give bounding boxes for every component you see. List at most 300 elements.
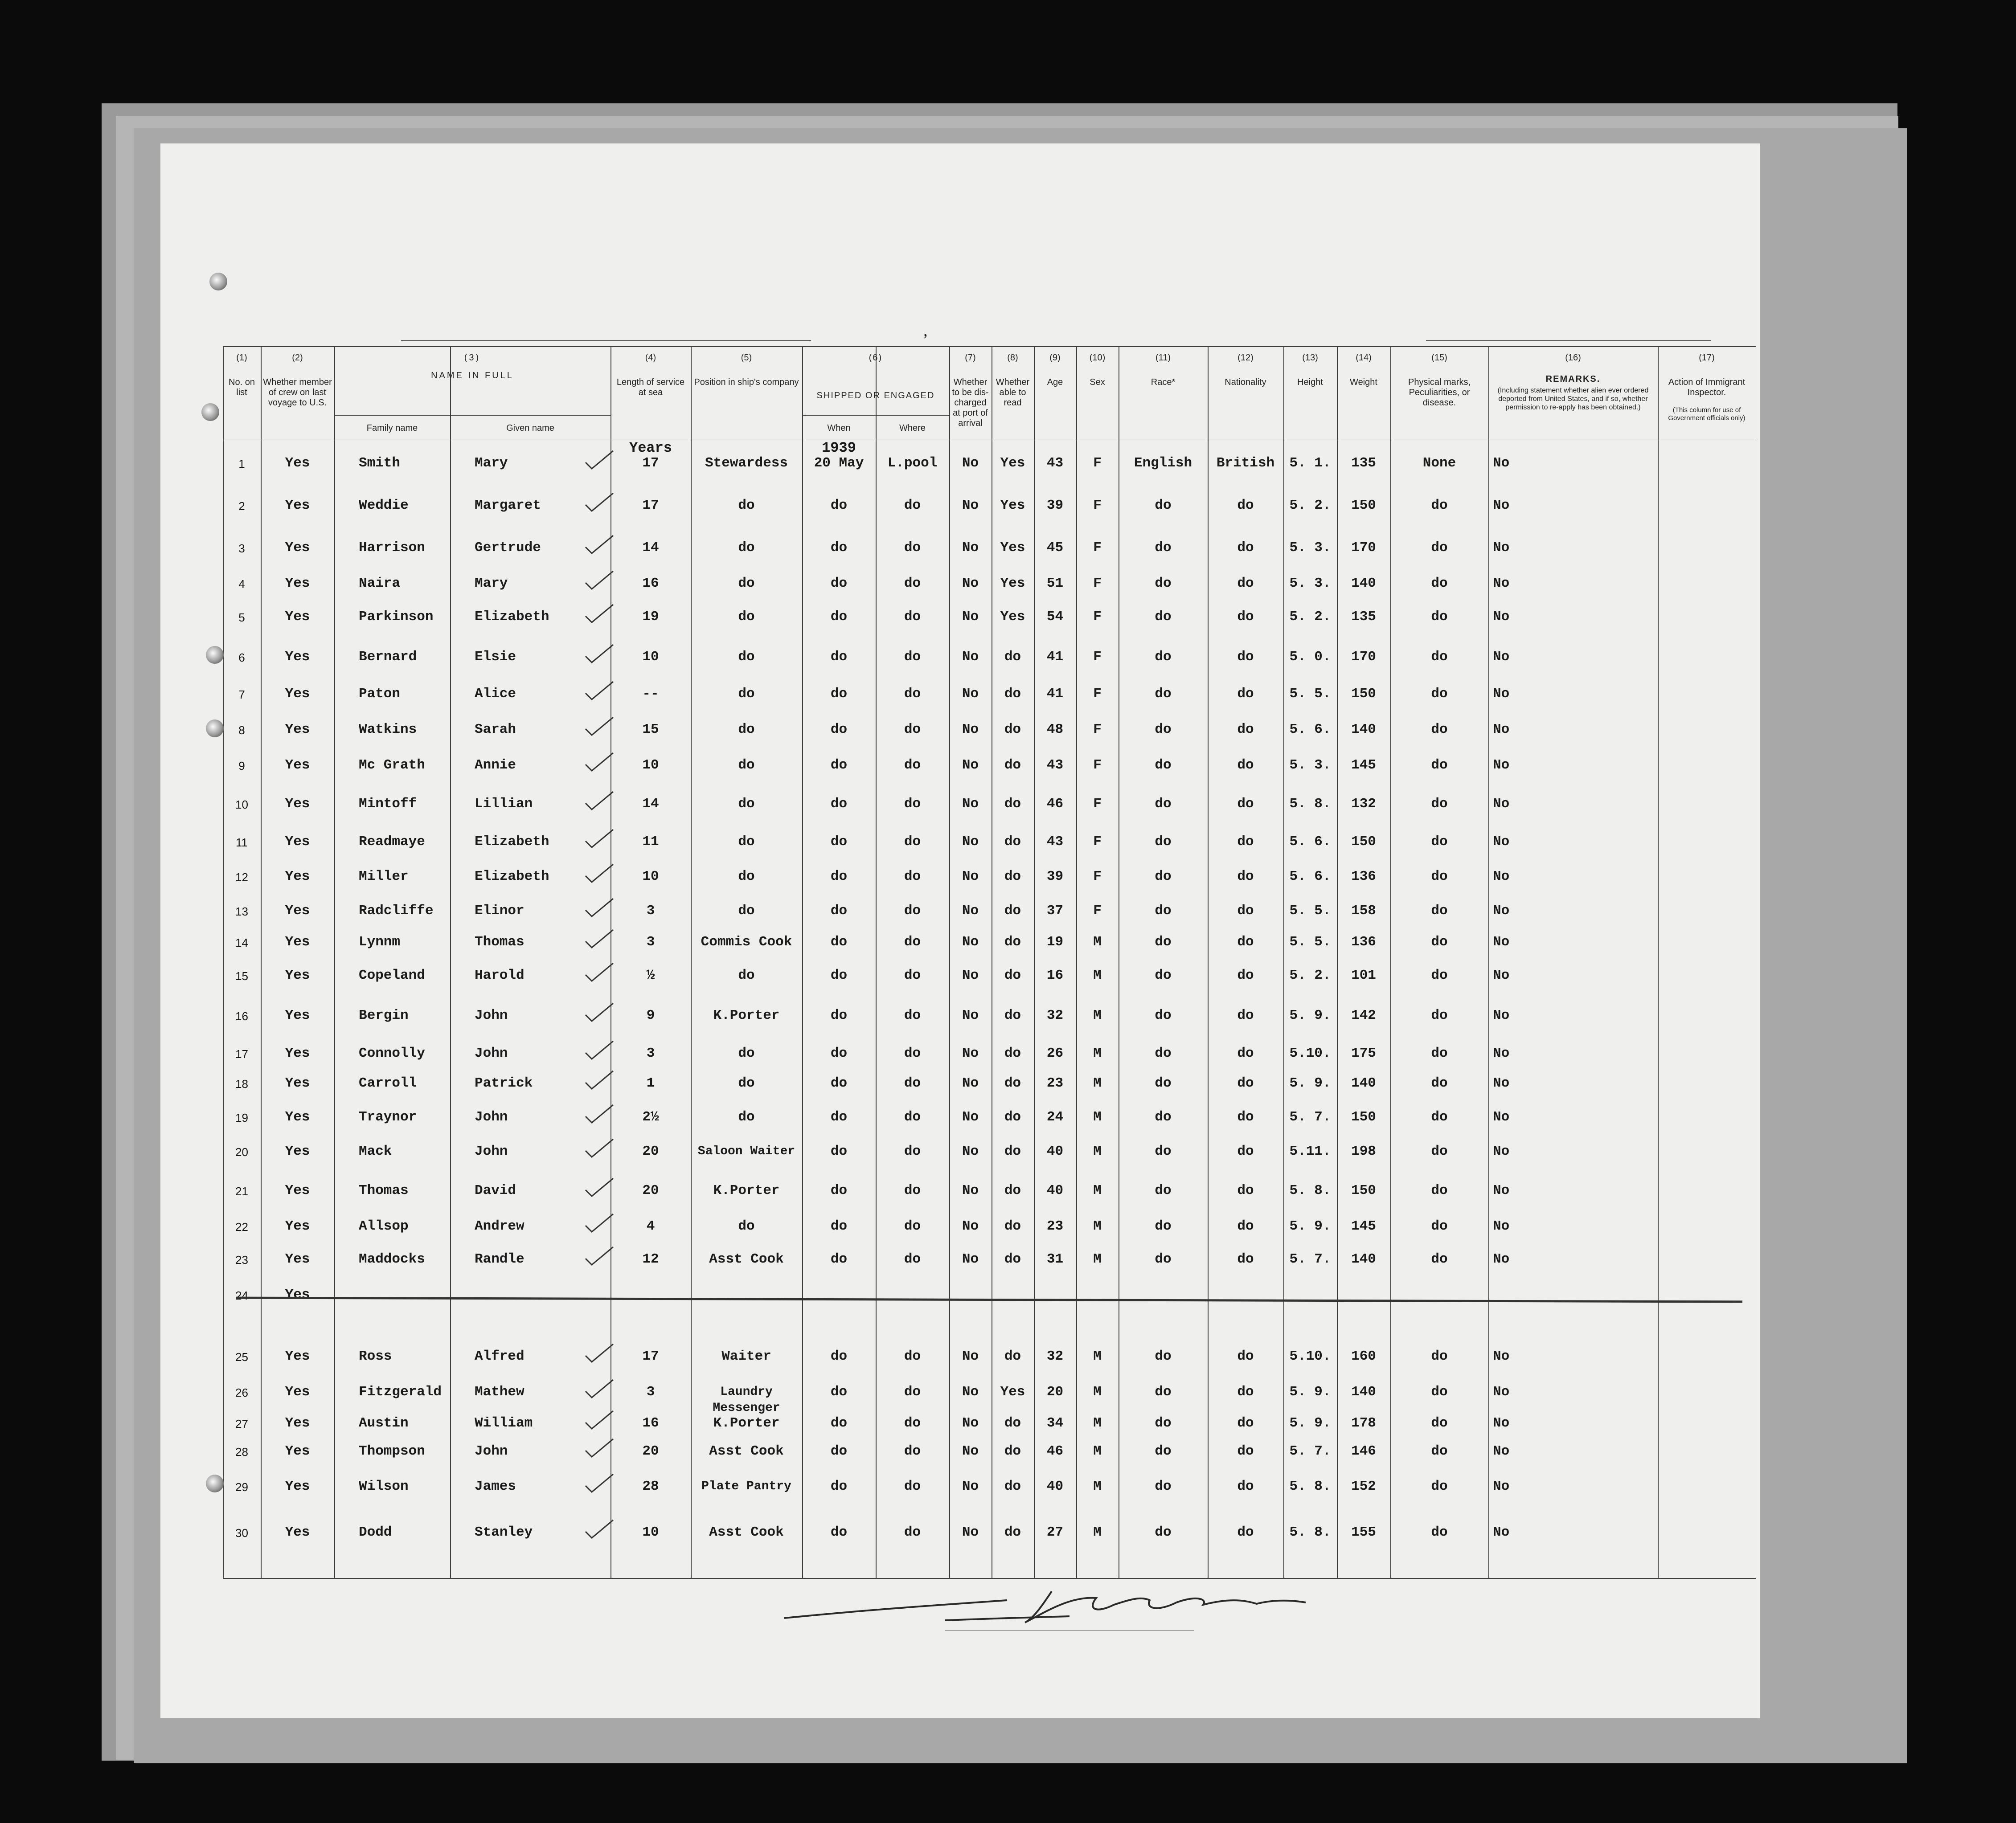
cell-service: 17 (642, 1349, 659, 1364)
cell-weight: 146 (1351, 1443, 1376, 1459)
col-header-previous-voyage: Whether member of crew on last voyage to U.S. (263, 377, 332, 408)
cell-read: do (1004, 1109, 1021, 1125)
col-header-name-number: (3) (464, 353, 481, 363)
cell-read: Yes (1000, 609, 1025, 625)
cell-nat: do (1237, 540, 1254, 556)
check-mark-icon (584, 751, 615, 773)
cell-family: Harrison (359, 540, 425, 556)
cell-read: do (1004, 649, 1021, 665)
cell-remarks: No (1493, 1109, 1510, 1125)
cell-disch: No (962, 609, 979, 625)
check-mark-icon (584, 715, 615, 738)
cell-prev: Yes (285, 968, 310, 983)
row-number: 8 (238, 723, 245, 737)
cell-given: Mary (475, 455, 508, 471)
check-mark-icon (584, 1472, 615, 1495)
cell-marks: do (1431, 1443, 1448, 1459)
cell-prev: Yes (285, 576, 310, 591)
cell-weight: 150 (1351, 686, 1376, 702)
cell-nat: do (1237, 1384, 1254, 1400)
cell-race: do (1155, 1251, 1172, 1267)
cell-height: 5. 7. (1289, 1251, 1331, 1267)
cell-prev: Yes (285, 1109, 310, 1125)
col-header-sex: Sex (1090, 377, 1105, 387)
cell-read: do (1004, 1144, 1021, 1159)
cell-marks: do (1431, 540, 1448, 556)
cell-nat: do (1237, 1218, 1254, 1234)
cell-marks: do (1431, 968, 1448, 983)
cell-disch: No (962, 1046, 979, 1061)
cell-height: 5. 6. (1289, 834, 1331, 850)
cell-remarks: No (1493, 834, 1510, 850)
cell-position: K.Porter (713, 1415, 780, 1431)
col-header-height: Height (1297, 377, 1323, 387)
cell-remarks: No (1493, 757, 1510, 773)
cell-family: Bernard (359, 649, 417, 665)
binder-hole (206, 1475, 224, 1492)
cell-family: Connolly (359, 1046, 425, 1061)
cell-remarks: No (1493, 1479, 1510, 1494)
cell-remarks: No (1493, 576, 1510, 591)
cell-where: do (904, 1144, 921, 1159)
cell-remarks: No (1493, 869, 1510, 884)
col-header-remarks-number: (16) (1565, 353, 1581, 363)
cell-marks: do (1431, 576, 1448, 591)
cell-read: do (1004, 1415, 1021, 1431)
check-mark-icon (584, 1001, 615, 1024)
cell-weight: 101 (1351, 968, 1376, 983)
cell-sex: F (1093, 686, 1102, 702)
cell-disch: No (962, 869, 979, 884)
cell-given: Alfred (475, 1349, 524, 1364)
cell-nat: do (1237, 834, 1254, 850)
cell-weight: 132 (1351, 796, 1376, 812)
cell-when: do (830, 968, 848, 983)
cell-where: do (904, 796, 921, 812)
binder-hole (206, 719, 224, 737)
cell-age: 37 (1046, 903, 1064, 919)
cell-weight: 178 (1351, 1415, 1376, 1431)
cell-service: 9 (646, 1008, 655, 1023)
cell-nat: do (1237, 869, 1254, 884)
cell-height: 5. 3. (1289, 576, 1331, 591)
cell-height: 5. 8. (1289, 1183, 1331, 1198)
check-mark-icon (584, 1378, 615, 1400)
cell-marks: do (1431, 1046, 1448, 1061)
cell-read: Yes (1000, 1384, 1025, 1400)
cell-family: Parkinson (359, 609, 434, 625)
cell-position: do (738, 686, 755, 702)
cell-height: 5. 1. (1289, 455, 1331, 471)
cell-disch: No (962, 1183, 979, 1198)
col-header-position-number: (5) (741, 353, 752, 363)
col-header-shipped-number: (6) (869, 353, 883, 363)
cell-position: Laundry Messenger (713, 1385, 780, 1415)
row-number: 11 (236, 836, 248, 849)
cell-given: Stanley (475, 1525, 533, 1540)
cell-position: Asst Cook (709, 1251, 784, 1267)
cell-sex: F (1093, 649, 1102, 665)
cell-race: do (1155, 576, 1172, 591)
cell-disch: No (962, 1525, 979, 1540)
cell-marks: do (1431, 1144, 1448, 1159)
cell-race: do (1155, 796, 1172, 812)
manifest-page: , (1) No. on list (2) Whether member of crew on last voyage to U.S. (4) Length of service at sea (5) Position in ship's company (7) Whether to be dis-charged at port of arrival (8) Whether able to read (9) Age (10) Sex (11) Race* (12) Nationality (13) Height (14) Weight (15) Physical marks, Peculiarities, or disease. (17) Action of Immigrant Inspector. (3) NAME IN FULL Family name Given name (6) SHIPPED OR ENGAGED When Where (16) REMARKS. (Including statement whether alien ever ordered deported from United States, and if so, whether permission to re-apply has been obtained.) (This column for use of Government officials only) Years 1939 1 Yes Smith Mary 17 Stewardess 20 May L.pool No Yes 43 F English British 5. 1. 135 None No 2 Yes Weddie Margaret 17 do do do No Yes 39 F do do 5. 2. 150 do No 3 Yes Harrison Gertrude 14 do do do No Yes 45 F do do 5. 3. 170 do No 4 Yes Naira Mary 16 do do do No Yes 51 F do do 5. 3. 140 do No 5 Yes Parkinson Elizabeth 19 do do do No Yes 54 F do do 5. 2. 135 do No 6 Yes Bernard Elsie 10 do do do No do 41 F do do 5. 0. 170 do No 7 Yes Paton Alice -- do do do No do 41 F do do 5. 5. 150 do No 8 Yes Watkins Sarah 15 do do do No do 48 F do do 5. 6. 140 do No 9 Yes Mc Grath Annie 10 do do do No do 43 F do do 5. 3. 145 do No 10 Yes Mintoff Lillian 14 do do do No do 46 F do do 5. 8. 132 do No 11 Yes Readmaye Elizabeth 11 do do do No do 43 F do do 5. 6. 150 do No 12 Yes Miller Elizabeth 10 do do do No do 39 F do do 5. 6. 136 do No 13 Yes Radcliffe Elinor 3 do do do No do 37 F do do 5. 5. 158 do No 14 Yes Lynnm Thomas 3 Commis Cook do do No do 19 M do do 5. 5. 136 do No 15 Yes Copeland Harold ½ do do do No do 16 M do do 5. 2. 101 do No 16 Yes Bergin John 9 K.Porter do do No do 32 M do do 5. 9. 142 do No 17 Yes Connolly John 3 do do do No do 26 M do do 5.10. 175 do No 18 Yes Carroll Patrick 1 do do do No do 23 M do do 5. 9. 140 do No 19 Yes Traynor John 2½ do do do No do 24 M do do 5. 7. 150 do No 20 Yes Mack John 20 Saloon Waiter do do No do 40 M do do 5.11. 198 do No 21 Yes Thomas David 20 K.Porter do do No do 40 M do do 5. 8. 150 do No 22 Yes Allsop Andrew 4 do do do No do 23 M do do 5. 9. 145 do No 23 Yes Maddocks Randle 12 Asst Cook do do No do 31 M do do 5. 7. 140 do No 24 Yes 25 Yes Ross Alfred 17 Waiter do do No do 32 M do do 5.10. 160 do No 26 Yes Fitzgerald Mathew 3 Laundry Messenger do do No Yes 20 M do do 5. 9. 140 do No 27 Yes Austin William 16 K.Porter do do No do 34 M do do 5. 9. 178 do No 28 Yes Thompson John 20 Asst Cook do do No do 46 M do do 5. 7. 146 do No 29 Yes Wilson James 28 Plate Pantry do do No do 40 M do do 5. 8. 152 do No 30 Yes Dodd Stanley 10 Asst Cook do do No do 27 M do do 5. 8. 155 do No (160, 143, 1760, 1718)
cell-where: do (904, 934, 921, 950)
cell-age: 46 (1046, 796, 1064, 812)
cell-remarks: No (1493, 1251, 1510, 1267)
cell-read: do (1004, 903, 1021, 919)
cell-sex: M (1093, 1008, 1102, 1023)
cell-given: Gertrude (475, 540, 541, 556)
cell-family: Miller (359, 869, 409, 884)
cell-position: K.Porter (713, 1183, 780, 1198)
column-rule (334, 346, 335, 1578)
cell-nat: do (1237, 1144, 1254, 1159)
cell-position: do (738, 1046, 755, 1061)
check-mark-icon (584, 862, 615, 885)
cell-service: 20 (642, 1183, 659, 1198)
cell-when: do (830, 1415, 848, 1431)
cell-nat: do (1237, 968, 1254, 983)
cell-nat: do (1237, 903, 1254, 919)
table-rule (223, 346, 1756, 347)
cell-race: English (1134, 455, 1192, 471)
cell-service: 11 (642, 834, 659, 850)
cell-marks: do (1431, 1525, 1448, 1540)
cell-race: do (1155, 649, 1172, 665)
strike-line (236, 1297, 1742, 1303)
cell-age: 23 (1046, 1218, 1064, 1234)
cell-read: do (1004, 968, 1021, 983)
cell-nat: do (1237, 1443, 1254, 1459)
cell-position: Saloon Waiter (697, 1144, 795, 1158)
cell-read: do (1004, 934, 1021, 950)
cell-read: do (1004, 1008, 1021, 1023)
cell-position: do (738, 722, 755, 737)
cell-height: 5. 2. (1289, 968, 1331, 983)
cell-when: do (830, 1525, 848, 1540)
cell-where: do (904, 609, 921, 625)
cell-where: do (904, 576, 921, 591)
cell-disch: No (962, 722, 979, 737)
cell-service: -- (642, 686, 659, 702)
cell-height: 5. 3. (1289, 540, 1331, 556)
col-header-race-number: (11) (1155, 353, 1171, 363)
cell-given: John (475, 1008, 508, 1023)
cell-weight: 135 (1351, 455, 1376, 471)
cell-age: 39 (1046, 498, 1064, 513)
cell-position: do (738, 834, 755, 850)
cell-race: do (1155, 1144, 1172, 1159)
row-number: 21 (235, 1185, 248, 1198)
cell-where: do (904, 968, 921, 983)
check-mark-icon (584, 1342, 615, 1365)
cell-service: 10 (642, 1525, 659, 1540)
cell-family: Traynor (359, 1109, 417, 1125)
cell-given: Elsie (475, 649, 516, 665)
cell-age: 43 (1046, 455, 1064, 471)
cell-where: do (904, 1251, 921, 1267)
cell-nat: do (1237, 1525, 1254, 1540)
cell-height: 5. 5. (1289, 686, 1331, 702)
cell-remarks: No (1493, 649, 1510, 665)
inspector-signature (758, 1578, 1381, 1640)
cell-sex: M (1093, 1218, 1102, 1234)
cell-given: Randle (475, 1251, 524, 1267)
cell-race: do (1155, 1075, 1172, 1091)
cell-height: 5. 3. (1289, 757, 1331, 773)
cell-service: 17 (642, 498, 659, 513)
cell-position: do (738, 649, 755, 665)
cell-race: do (1155, 934, 1172, 950)
cell-height: 5. 7. (1289, 1109, 1331, 1125)
col-header-no: No. on list (229, 377, 255, 397)
cell-sex: M (1093, 1384, 1102, 1400)
cell-family: Fitzgerald (359, 1384, 442, 1400)
cell-disch: No (962, 934, 979, 950)
cell-remarks: No (1493, 1046, 1510, 1061)
row-number: 9 (238, 759, 245, 773)
cell-where: do (904, 722, 921, 737)
cell-weight: 145 (1351, 1218, 1376, 1234)
col-header-previous-voyage-number: (2) (292, 353, 303, 363)
cell-service: 14 (642, 796, 659, 812)
col-header-age: Age (1047, 377, 1063, 387)
row-number: 20 (235, 1145, 248, 1159)
row-number: 12 (235, 871, 248, 884)
cell-read: do (1004, 1046, 1021, 1061)
cell-marks: do (1431, 686, 1448, 702)
cell-read: do (1004, 1443, 1021, 1459)
cell-age: 48 (1046, 722, 1064, 737)
check-mark-icon (584, 790, 615, 812)
cell-sex: M (1093, 1075, 1102, 1091)
cell-disch: No (962, 1109, 979, 1125)
cell-where: do (904, 869, 921, 884)
cell-nat: do (1237, 1415, 1254, 1431)
cell-position: Asst Cook (709, 1525, 784, 1540)
cell-marks: do (1431, 722, 1448, 737)
cell-sex: M (1093, 1144, 1102, 1159)
row-number: 25 (235, 1350, 248, 1364)
cell-when: do (830, 869, 848, 884)
column-rule (1488, 346, 1489, 1578)
binder-hole (206, 646, 224, 664)
cell-weight: 150 (1351, 834, 1376, 850)
cell-remarks: No (1493, 1075, 1510, 1091)
cell-age: 34 (1046, 1415, 1064, 1431)
cell-prev: Yes (285, 686, 310, 702)
cell-weight: 170 (1351, 649, 1376, 665)
cell-when: do (830, 934, 848, 950)
cell-nat: do (1237, 1046, 1254, 1061)
cell-remarks: No (1493, 686, 1510, 702)
cell-sex: F (1093, 540, 1102, 556)
cell-height: 5. 6. (1289, 869, 1331, 884)
cell-when: do (830, 576, 848, 591)
cell-height: 5. 8. (1289, 1479, 1331, 1494)
cell-read: do (1004, 1251, 1021, 1267)
cell-service: 15 (642, 722, 659, 737)
cell-prev: Yes (285, 934, 310, 950)
cell-given: Elizabeth (475, 869, 549, 884)
cell-disch: No (962, 796, 979, 812)
cell-marks: do (1431, 1384, 1448, 1400)
cell-remarks: No (1493, 1415, 1510, 1431)
cell-family: Carroll (359, 1075, 417, 1091)
cell-weight: 175 (1351, 1046, 1376, 1061)
cell-nat: do (1237, 649, 1254, 665)
cell-sex: M (1093, 934, 1102, 950)
cell-service: 14 (642, 540, 659, 556)
cell-age: 23 (1046, 1075, 1064, 1091)
cell-height: 5. 9. (1289, 1075, 1331, 1091)
cell-read: do (1004, 834, 1021, 850)
col-header-physical-marks: Physical marks, Peculiarities, or disease. (1408, 377, 1471, 408)
cell-family: Naira (359, 576, 401, 591)
row-number: 6 (238, 651, 245, 664)
col-header-family-name: Family name (366, 423, 418, 433)
col-header-action-number: (17) (1699, 353, 1715, 363)
cell-given: Patrick (475, 1075, 533, 1091)
cell-age: 26 (1046, 1046, 1064, 1061)
cell-given: John (475, 1443, 508, 1459)
cell-prev: Yes (285, 1218, 310, 1234)
cell-read: do (1004, 1479, 1021, 1494)
cell-remarks: No (1493, 968, 1510, 983)
cell-when: do (830, 1251, 848, 1267)
cell-when: do (830, 796, 848, 812)
cell-given: John (475, 1144, 508, 1159)
col-header-sex-number: (10) (1089, 353, 1106, 363)
cell-when: do (830, 1075, 848, 1091)
cell-marks: do (1431, 903, 1448, 919)
col-header-service: Length of service at sea (616, 377, 685, 397)
cell-nat: do (1237, 576, 1254, 591)
cell-prev: Yes (285, 1443, 310, 1459)
cell-when: do (830, 834, 848, 850)
cell-weight: 135 (1351, 609, 1376, 625)
cell-remarks: No (1493, 1008, 1510, 1023)
cell-read: do (1004, 796, 1021, 812)
cell-service: 4 (646, 1218, 655, 1234)
cell-service: 12 (642, 1251, 659, 1267)
table-rule (802, 415, 949, 416)
cell-height: 5. 7. (1289, 1443, 1331, 1459)
cell-family: Allsop (359, 1218, 409, 1234)
row-number: 7 (238, 688, 245, 701)
cell-disch: No (962, 1144, 979, 1159)
cell-service: 16 (642, 576, 659, 591)
col-header-height-number: (13) (1302, 353, 1318, 363)
cell-where: do (904, 498, 921, 513)
cell-marks: do (1431, 1479, 1448, 1494)
cell-when: do (830, 686, 848, 702)
cell-prev: Yes (285, 757, 310, 773)
cell-remarks: No (1493, 1349, 1510, 1364)
cell-family: Maddocks (359, 1251, 425, 1267)
cell-where: do (904, 1443, 921, 1459)
check-mark-icon (584, 928, 615, 950)
cell-position: do (738, 1218, 755, 1234)
cell-age: 20 (1046, 1384, 1064, 1400)
cell-race: do (1155, 1479, 1172, 1494)
cell-given: Elizabeth (475, 609, 549, 625)
check-mark-icon (584, 1409, 615, 1431)
cell-when: do (830, 1008, 848, 1023)
cell-disch: No (962, 1349, 979, 1364)
cell-weight: 152 (1351, 1479, 1376, 1494)
cell-weight: 136 (1351, 934, 1376, 950)
cell-position: do (738, 903, 755, 919)
cell-nat: do (1237, 1075, 1254, 1091)
column-rule (450, 346, 451, 1578)
cell-weight: 150 (1351, 1183, 1376, 1198)
cell-service: 3 (646, 934, 655, 950)
cell-position: do (738, 1109, 755, 1125)
cell-marks: do (1431, 1349, 1448, 1364)
row-number: 4 (238, 577, 245, 591)
cell-service: 3 (646, 1384, 655, 1400)
cell-age: 32 (1046, 1008, 1064, 1023)
cell-nat: do (1237, 796, 1254, 812)
check-mark-icon (584, 449, 615, 471)
cell-family: Mack (359, 1144, 392, 1159)
cell-where: do (904, 834, 921, 850)
check-mark-icon (584, 1177, 615, 1199)
col-header-where: Where (899, 423, 926, 433)
cell-remarks: No (1493, 1443, 1510, 1459)
cell-nat: do (1237, 686, 1254, 702)
cell-prev: Yes (285, 1287, 310, 1303)
col-header-remarks: REMARKS. (1545, 374, 1601, 384)
cell-disch: No (962, 1251, 979, 1267)
cell-race: do (1155, 1183, 1172, 1198)
row-number: 5 (238, 611, 245, 624)
cell-service: 10 (642, 649, 659, 665)
cell-marks: do (1431, 934, 1448, 950)
cell-remarks: No (1493, 498, 1510, 513)
cell-when: do (830, 1183, 848, 1198)
cell-prev: Yes (285, 609, 310, 625)
col-header-read-number: (8) (1007, 353, 1018, 363)
cell-position: do (738, 869, 755, 884)
cell-marks: do (1431, 1415, 1448, 1431)
cell-marks: do (1431, 1251, 1448, 1267)
check-mark-icon (584, 569, 615, 592)
check-mark-icon (584, 1437, 615, 1459)
cell-sex: M (1093, 1109, 1102, 1125)
cell-disch: No (962, 649, 979, 665)
cell-race: do (1155, 540, 1172, 556)
cell-position: K.Porter (713, 1008, 780, 1023)
cell-family: Mc Grath (359, 757, 425, 773)
cell-given: Harold (475, 968, 524, 983)
cell-family: Smith (359, 455, 401, 471)
cell-given: Mary (475, 576, 508, 591)
cell-disch: No (962, 540, 979, 556)
cell-sex: M (1093, 968, 1102, 983)
cell-prev: Yes (285, 796, 310, 812)
cell-weight: 140 (1351, 576, 1376, 591)
cell-prev: Yes (285, 869, 310, 884)
cell-marks: do (1431, 498, 1448, 513)
cell-where: do (904, 1384, 921, 1400)
cell-height: 5. 9. (1289, 1415, 1331, 1431)
cell-given: Sarah (475, 722, 516, 737)
check-mark-icon (584, 961, 615, 984)
